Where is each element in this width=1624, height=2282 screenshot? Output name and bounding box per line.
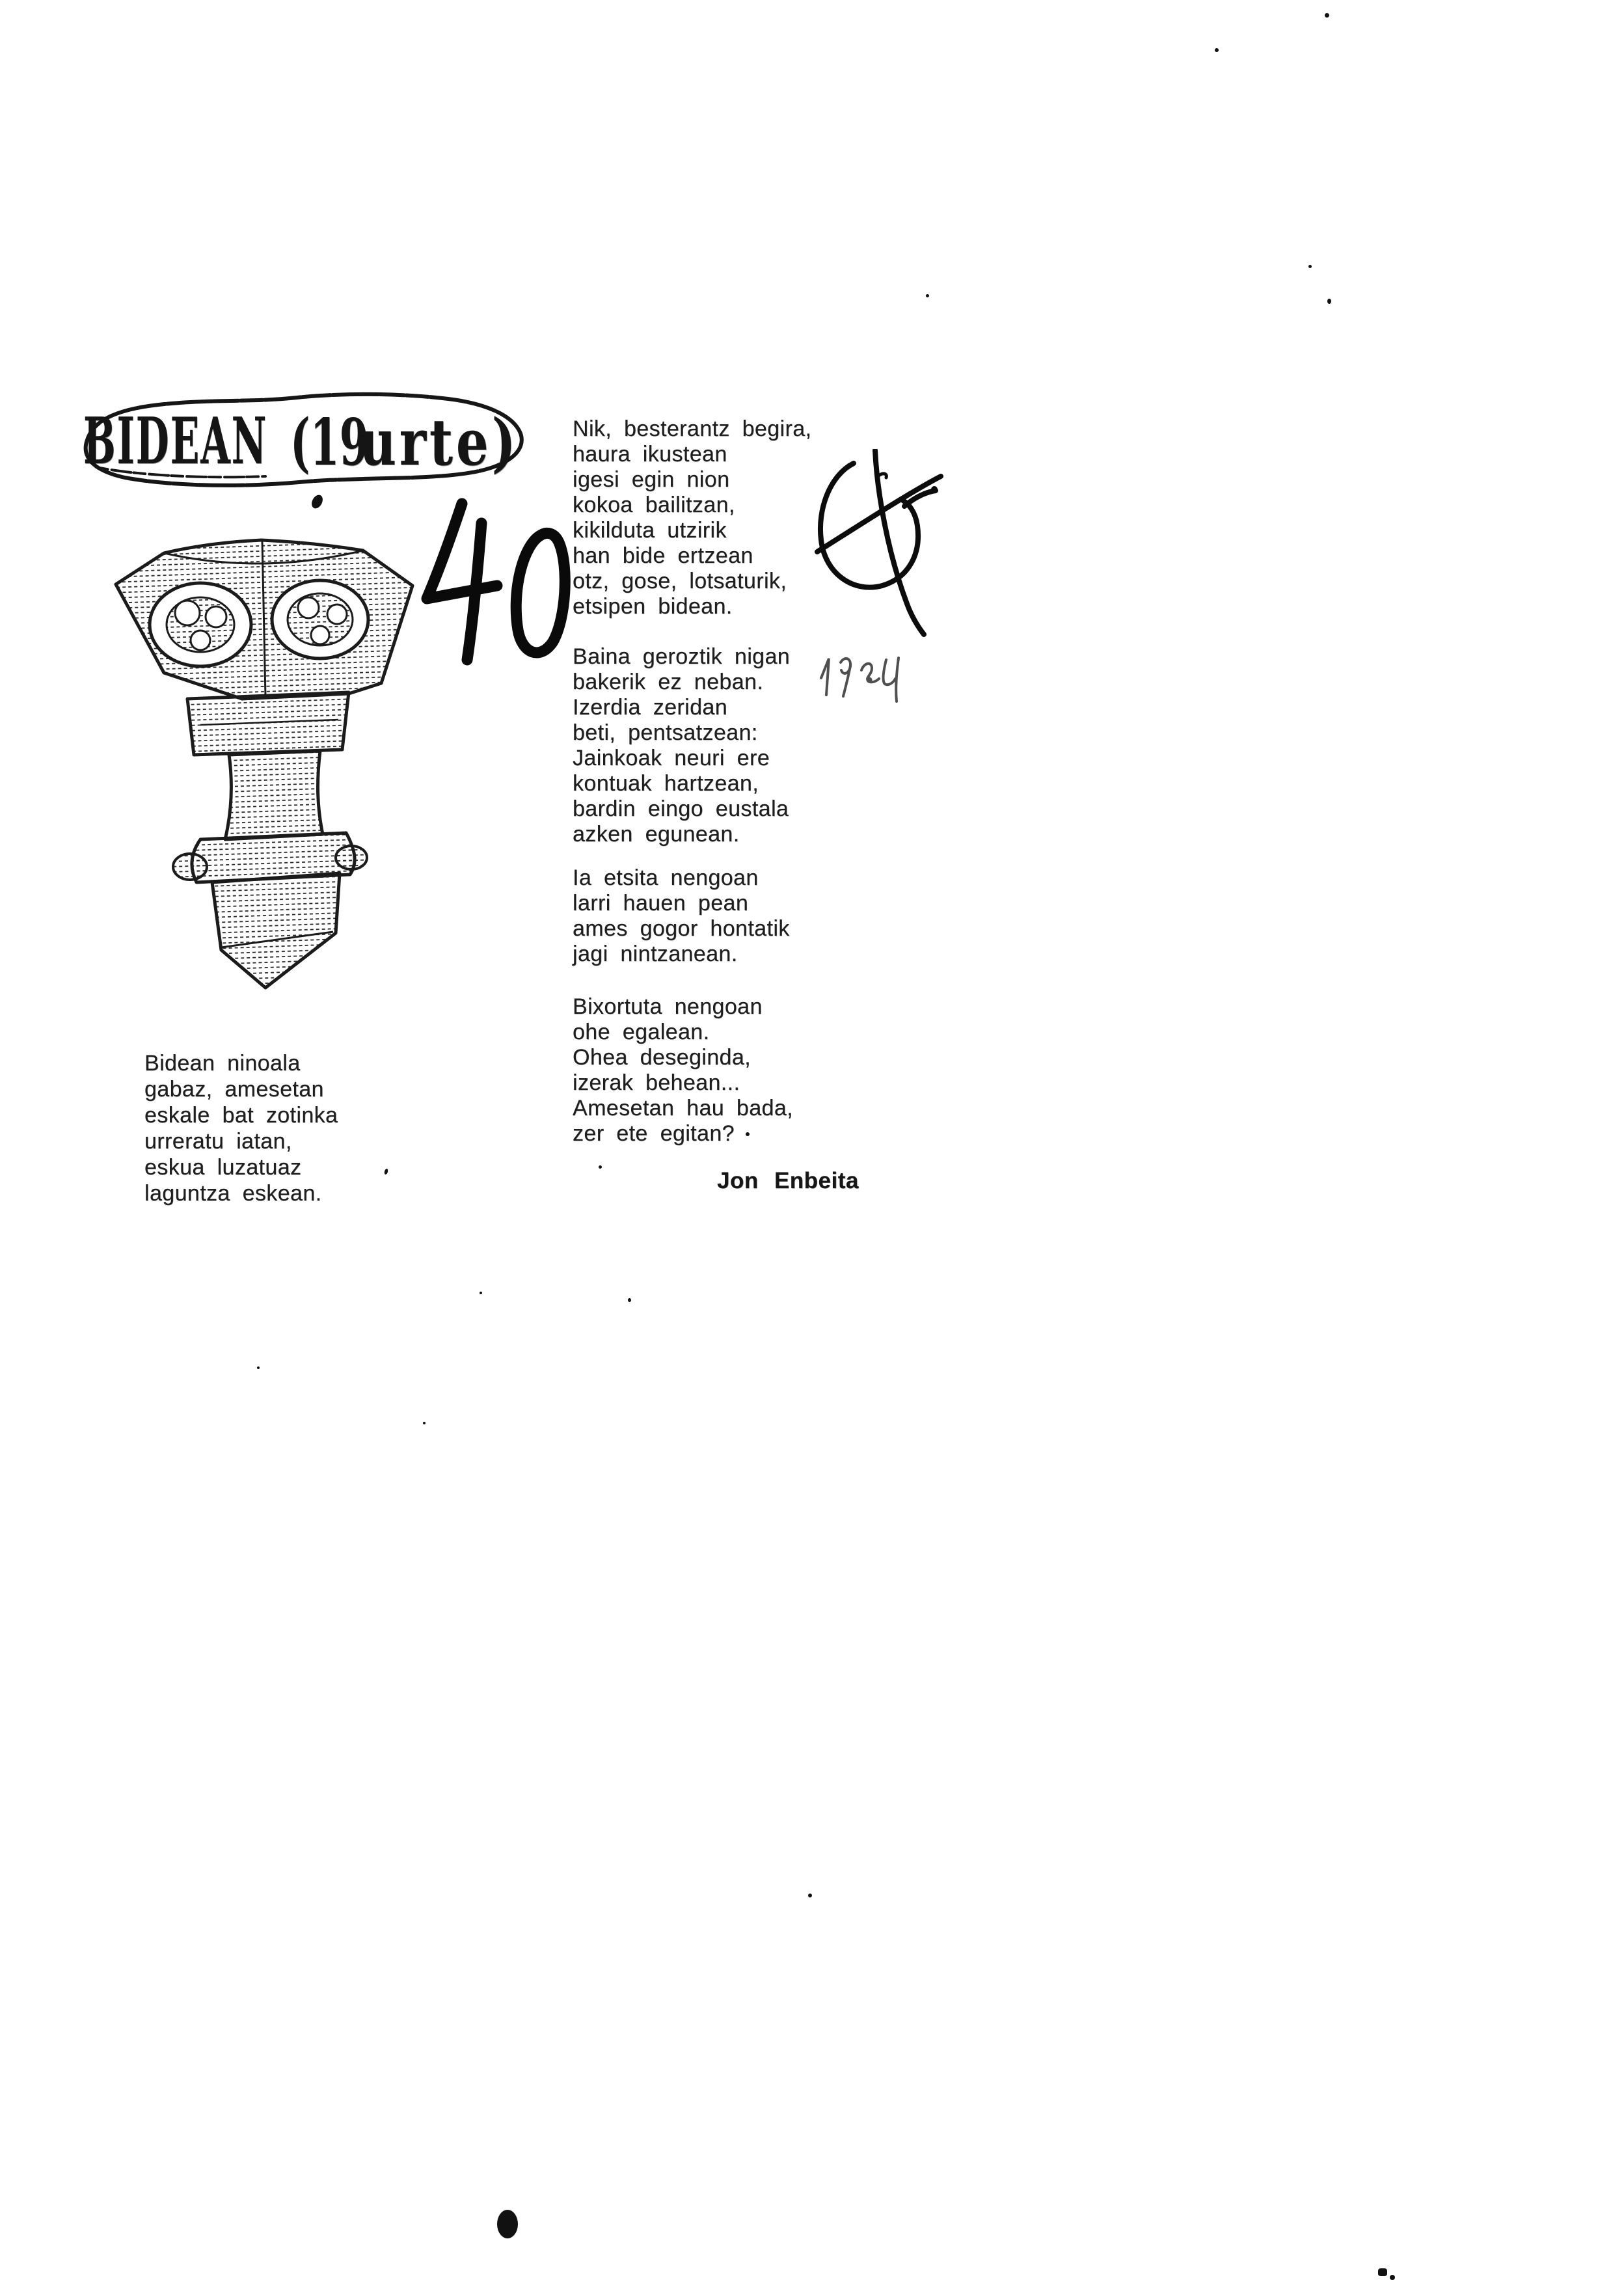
poem-line: gabaz, amesetan	[144, 1077, 324, 1102]
poem-line: eskale bat zotinka	[144, 1103, 338, 1128]
poem-line: izerak behean...	[573, 1070, 740, 1095]
poem-left-column	[144, 1050, 338, 1206]
poem-line: urreratu iatan,	[144, 1129, 292, 1154]
poem-line: Nik, besterantz begira,	[573, 416, 812, 441]
poem-line: etsipen bidean.	[573, 594, 733, 619]
poem-stanza-1	[573, 416, 811, 619]
ink-speck	[1327, 299, 1331, 304]
ink-speck	[628, 1298, 631, 1302]
poem-stanza-2	[573, 644, 790, 847]
poem-line: laguntza eskean.	[144, 1181, 322, 1206]
poem-line: otz, gose, lotsaturik,	[573, 569, 787, 593]
ink-speck	[480, 1292, 482, 1294]
poem-line: Bixortuta nengoan	[573, 994, 763, 1019]
poem-line: kontuak hartzean,	[573, 771, 759, 796]
poem-line: Ia etsita nengoan	[573, 865, 759, 890]
poem-line: ames gogor hontatik	[573, 916, 790, 941]
poem-line: Jainkoak neuri ere	[573, 746, 770, 770]
poem-line: Izerdia zeridan	[573, 695, 728, 720]
ink-speck	[1390, 2275, 1395, 2280]
poem-line: eskua luzatuaz	[144, 1155, 302, 1180]
poem-line: bardin eingo eustala	[573, 796, 789, 821]
baptismal-font-illustration	[91, 528, 455, 992]
poem-line: kokoa bailitzan,	[573, 493, 735, 517]
ink-speck	[384, 1168, 388, 1175]
poem-line: Amesetan hau bada,	[573, 1096, 793, 1121]
poem-line: igesi egin nion	[573, 467, 730, 492]
ink-speck	[257, 1366, 260, 1369]
poem-stanza-4	[573, 994, 793, 1147]
ink-speck	[808, 1894, 812, 1897]
poem-line: Bidean ninoala	[144, 1051, 301, 1076]
poem-line: azken egunean.	[573, 822, 740, 847]
ink-speck	[1215, 48, 1219, 52]
poem-line: kikilduta utzirik	[573, 518, 727, 543]
ink-speck	[1325, 13, 1329, 18]
ink-dot	[497, 2210, 518, 2238]
poem-line: Ohea deseginda,	[573, 1045, 751, 1070]
poem-line: beti, pentsatzean:	[573, 720, 758, 745]
poem-line: han bide ertzean	[573, 543, 753, 568]
ink-speck	[1378, 2268, 1387, 2276]
page-title-word: BIDEAN	[83, 404, 268, 479]
poem-line: zer ete egitan?	[573, 1121, 735, 1146]
ink-speck	[746, 1132, 750, 1136]
poem-line: jagi nintzanean.	[573, 942, 738, 966]
ink-speck	[599, 1165, 602, 1169]
ink-speck	[926, 294, 929, 297]
poem-line: ohe egalean.	[573, 1020, 710, 1044]
poem-line: Baina geroztik nigan	[573, 644, 791, 669]
poem-line: larri hauen pean	[573, 891, 749, 916]
ink-speck	[423, 1422, 426, 1424]
handwritten-scribble	[812, 449, 952, 638]
poem-stanza-3	[573, 865, 790, 967]
ink-speck	[1308, 265, 1312, 268]
poem-author: Jon Enbeita	[717, 1168, 859, 1193]
page-title-bracket-close: urte)	[359, 405, 519, 480]
handwritten-year	[813, 649, 908, 705]
page-title-bracket-open: (19	[290, 405, 369, 480]
poem-line: bakerik ez neban.	[573, 670, 764, 694]
handwritten-40	[416, 495, 579, 677]
poem-line: haura ikustean	[573, 442, 727, 467]
